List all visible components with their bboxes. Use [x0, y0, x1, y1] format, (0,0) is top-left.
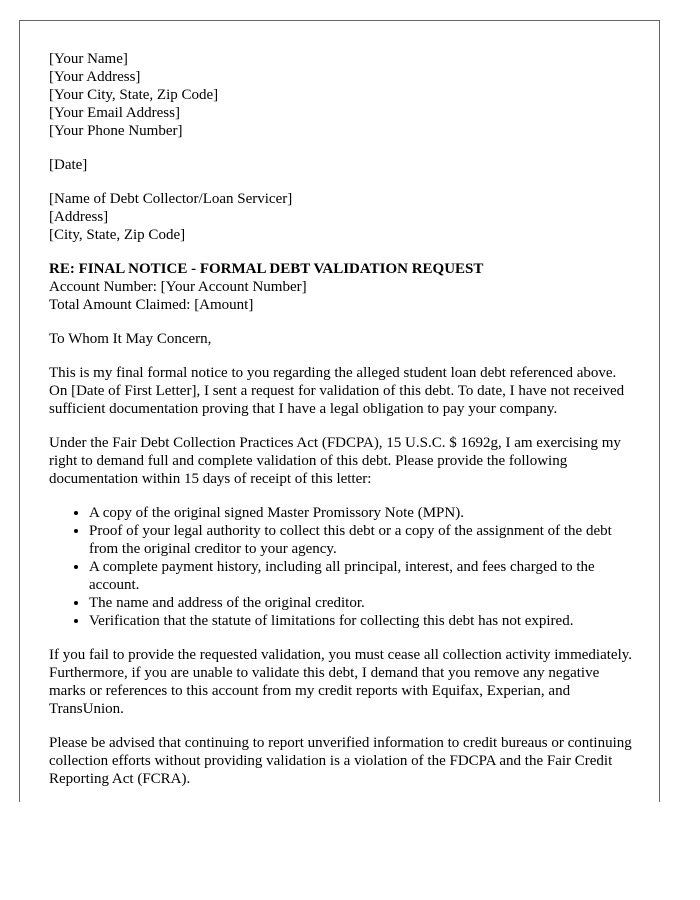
sender-email: [Your Email Address] — [49, 105, 180, 121]
consequence-paragraph: If you fail to provide the requested validation, you must cease all collection activity immediately. Furthermore, if you are unable to validate this debt, I demand that you remove any negative marks or references to this account from my credit reports with Equifax, Experian, and TransUnion. — [49, 647, 633, 717]
list-item: • The name and address of the original creditor. — [89, 594, 633, 612]
date-block — [49, 156, 633, 174]
list-item: • A complete payment history, including all principal, interest, and fees charged to the account. — [89, 558, 633, 594]
fdcpa-paragraph: Under the Fair Debt Collection Practices Act (FDCPA), 15 U.S.C. $ 1692g, I am exercising my right to demand full and complete validation of this debt. Please provide the following documentation within 15 days of receipt of this letter: — [49, 435, 621, 487]
list-item: • Verification that the statute of limitations for collecting this debt has not expired. — [89, 612, 633, 630]
subject-block — [49, 260, 633, 314]
letter-page — [19, 20, 660, 802]
recipient-block — [49, 190, 633, 244]
total-amount: Total Amount Claimed: [Amount] — [49, 297, 254, 313]
sender-phone: [Your Phone Number] — [49, 123, 183, 139]
subject-title: RE: FINAL NOTICE - FORMAL DEBT VALIDATION REQUEST — [49, 261, 484, 277]
sender-address: [Your Address] — [49, 69, 141, 85]
advisory-paragraph: Please be advised that continuing to report unverified information to credit bureaus or continuing collection efforts without providing validation is a violation of the FDCPA and the Fair Credit Reporting Act (FCRA). — [49, 735, 632, 787]
intro-paragraph: This is my final formal notice to you regarding the alleged student loan debt referenced above. On [Date of First Letter], I sent a request for validation of this debt. To date, I have not received sufficient documentation proving that I have a legal obligation to pay your company. — [49, 365, 625, 417]
list-item: • Proof of your legal authority to collect this debt or a copy of the assignment of the debt from the original creditor to your agency. — [89, 522, 633, 558]
requirements-list — [49, 504, 633, 630]
sender-block — [49, 50, 633, 140]
list-item: • A copy of the original signed Master Promissory Note (MPN). — [89, 504, 633, 522]
recipient-name: [Name of Debt Collector/Loan Servicer] — [49, 191, 293, 207]
sender-city-state-zip: [Your City, State, Zip Code] — [49, 87, 219, 103]
recipient-city-state-zip: [City, State, Zip Code] — [49, 227, 186, 243]
letter-content — [49, 50, 633, 802]
recipient-address: [Address] — [49, 209, 109, 225]
sender-name: [Your Name] — [49, 51, 128, 67]
account-number: Account Number: [Your Account Number] — [49, 279, 307, 295]
letter-date: [Date] — [49, 157, 88, 173]
salutation: To Whom It May Concern, — [49, 331, 212, 347]
